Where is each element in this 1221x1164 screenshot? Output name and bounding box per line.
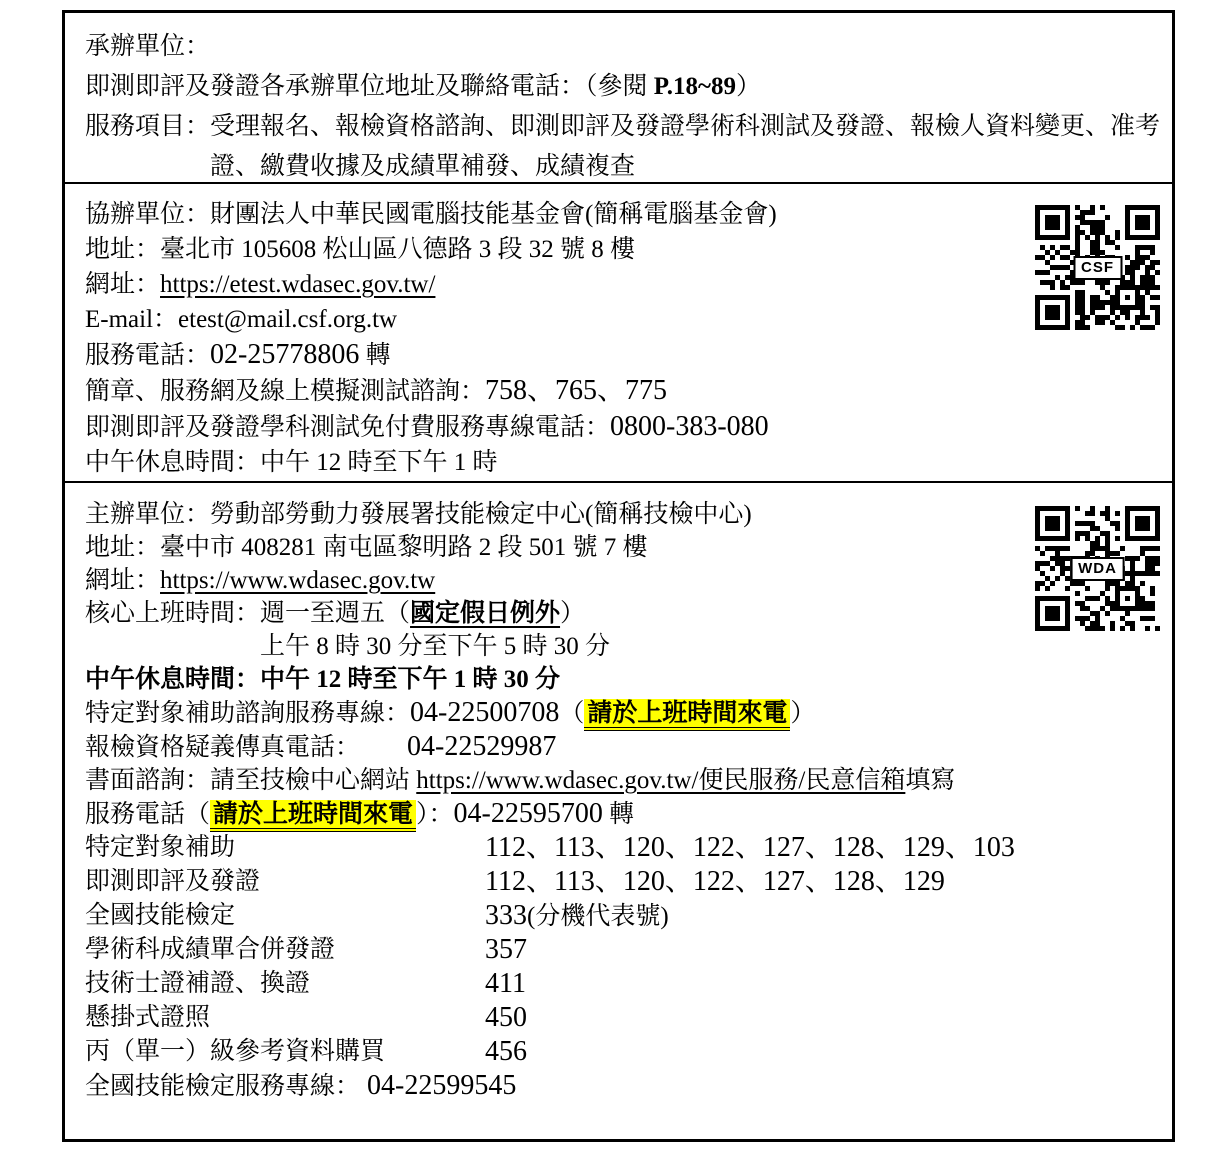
services-label: 服務項目： — [85, 113, 211, 140]
section-contractor — [65, 13, 1172, 184]
coorganizer-org-line: 協辦單位：財團法人中華民國電腦技能基金會(簡稱電腦基金會) — [85, 201, 777, 228]
extension-number-value: 357 — [485, 934, 527, 965]
services-text-line1: 受理報名、報檢資格諮詢、即測即評及發證學術科測試及發證、報檢人資料變更、准考 — [210, 113, 1161, 140]
website-label: 網址： — [85, 271, 161, 298]
extension-number-value: 112、113、120、122、127、128、129 — [485, 866, 945, 897]
service-phone-suffix: 轉 — [602, 801, 635, 828]
service-phone-number: 04-22595700 — [453, 798, 603, 829]
subsidy-number: 04-22500708 — [410, 697, 560, 728]
section-organizer — [65, 483, 1172, 1103]
hours-weekdays: 週一至週五（ — [260, 600, 411, 627]
fax-label: 報檢資格疑義傳真電話： — [85, 734, 361, 761]
service-phone-mid: ）： — [416, 801, 454, 828]
organizer-website-line — [85, 564, 1156, 597]
extension-row — [85, 933, 1156, 967]
extension-row — [85, 865, 1156, 899]
coorganizer-lunch-line: 中午休息時間：中午 12 時至下午 1 時 — [85, 449, 498, 476]
extension-row — [85, 831, 1156, 865]
coorganizer-website-line — [85, 267, 1156, 302]
extension-label: 特定對象補助 — [85, 834, 236, 861]
written-suffix: 填寫 — [905, 767, 956, 794]
phone-suffix: 轉 — [359, 342, 391, 369]
extension-number-value: 333 — [485, 900, 527, 931]
subsidy-paren-close: ） — [790, 700, 816, 727]
section-coorganizer — [65, 184, 1172, 483]
subsidy-hotline-line — [85, 696, 1156, 730]
fax-line — [85, 730, 1156, 764]
wda-qr-label: WDA — [1070, 557, 1125, 581]
hours-text-line2: 上午 8 時 30 分至下午 5 時 30 分 — [260, 633, 611, 660]
organizer-lunch-line: 中午休息時間：中午 12 時至下午 1 時 30 分 — [85, 666, 561, 693]
contractor-contact-line — [85, 67, 1156, 107]
services-text — [210, 107, 1160, 187]
service-phone-prefix: 服務電話（ — [85, 801, 211, 828]
extension-label: 懸掛式證照 — [85, 1004, 211, 1031]
contact-line-suffix: ） — [736, 73, 762, 100]
fax-number: 04-22529987 — [407, 731, 557, 762]
written-prefix: 書面諮詢：請至技檢中心網站 — [85, 767, 417, 794]
extension-label: 學術科成績單合併發證 — [85, 936, 336, 963]
extension-number-value: 456 — [485, 1036, 527, 1067]
organizer-address: 地址：臺中市 408281 南屯區黎明路 2 段 501 號 7 樓 — [85, 534, 648, 561]
extension-numbers — [485, 865, 945, 899]
call-notice-highlight: 請於上班時間來電 — [210, 800, 416, 832]
extension-numbers — [485, 831, 1015, 865]
hours-text-line1 — [260, 597, 1156, 630]
coorganizer-website-link[interactable]: https://etest.wdasec.gov.tw/ — [160, 271, 436, 298]
ext-label: 簡章、服務網及線上模擬測試諮詢： — [85, 378, 486, 405]
service-phone-line — [85, 797, 1156, 831]
organizer-website-link[interactable]: https://www.wdasec.gov.tw — [160, 567, 436, 594]
extension-numbers — [485, 967, 526, 1001]
page-ref: P.18~89 — [653, 73, 736, 100]
extension-row — [85, 899, 1156, 933]
extension-row — [85, 967, 1156, 1001]
hours-label: 核心上班時間： — [85, 600, 261, 627]
contact-line-prefix: 即測即評及發證各承辦單位地址及聯絡電話：（參閱 — [85, 73, 654, 100]
extension-numbers — [485, 1035, 527, 1069]
ext-numbers: 758、765、775 — [485, 375, 668, 406]
extension-label: 丙（單一）級參考資料購買 — [85, 1038, 386, 1065]
written-inquiry-line — [85, 764, 1156, 797]
extension-label: 全國技能檢定 — [85, 902, 236, 929]
written-inquiry-link[interactable]: https://www.wdasec.gov.tw/便民服務/民意信箱 — [416, 767, 906, 794]
extension-numbers — [485, 1001, 527, 1035]
call-notice-highlight: 請於上班時間來電 — [584, 699, 790, 731]
document-frame — [62, 10, 1175, 1142]
extension-label: 技術士證補證、換證 — [85, 970, 311, 997]
extension-numbers — [485, 933, 527, 967]
coorganizer-tollfree-line — [85, 409, 1156, 445]
tollfree-number: 0800-383-080 — [610, 411, 769, 442]
extension-row — [85, 1035, 1156, 1069]
extension-row — [85, 1001, 1156, 1035]
subsidy-paren-open: （ — [559, 700, 585, 727]
organizer-org-line: 主辦單位：勞動部勞動力發展署技能檢定中心(簡稱技檢中心) — [85, 501, 752, 528]
extension-numbers — [485, 899, 669, 933]
national-hotline-line — [85, 1069, 1156, 1103]
website-label: 網址： — [85, 567, 161, 594]
coorganizer-email-line — [85, 302, 1156, 337]
coorganizer-phone-line — [85, 337, 1156, 373]
holiday-exception: 國定假日例外 — [410, 600, 561, 627]
wda-qr-code — [1035, 506, 1160, 631]
coorganizer-ext-line — [85, 373, 1156, 409]
coorganizer-email: etest@mail.csf.org.tw — [178, 306, 398, 333]
subsidy-label: 特定對象補助諮詢服務專線： — [85, 700, 411, 727]
hotline-number: 04-22599545 — [360, 1070, 517, 1101]
hours-line1-suffix: ） — [560, 600, 586, 627]
csf-qr-label: CSF — [1073, 256, 1122, 280]
hours-text — [260, 597, 1156, 663]
contractor-title: 承辦單位： — [85, 33, 211, 60]
extension-number-value: 112、113、120、122、127、128、129、103 — [485, 832, 1015, 863]
services-text-line2: 證、繳費收據及成績單補發、成績複查 — [210, 153, 636, 180]
extension-number-value: 411 — [485, 968, 526, 999]
email-label: E-mail： — [85, 306, 179, 333]
services-line — [85, 107, 1161, 187]
tollfree-label: 即測即評及發證學科測試免付費服務專線電話： — [85, 414, 611, 441]
organizer-hours-line — [85, 597, 1156, 663]
extension-label: 即測即評及發證 — [85, 868, 261, 895]
hotline-label: 全國技能檢定服務專線： — [85, 1073, 361, 1100]
csf-qr-code — [1035, 205, 1160, 330]
phone-number: 02-25778806 — [210, 339, 360, 370]
phone-label: 服務電話： — [85, 342, 211, 369]
extension-number-suffix: (分機代表號) — [527, 903, 669, 930]
coorganizer-address: 地址：臺北市 105608 松山區八德路 3 段 32 號 8 樓 — [85, 236, 636, 263]
extension-number-value: 450 — [485, 1002, 527, 1033]
